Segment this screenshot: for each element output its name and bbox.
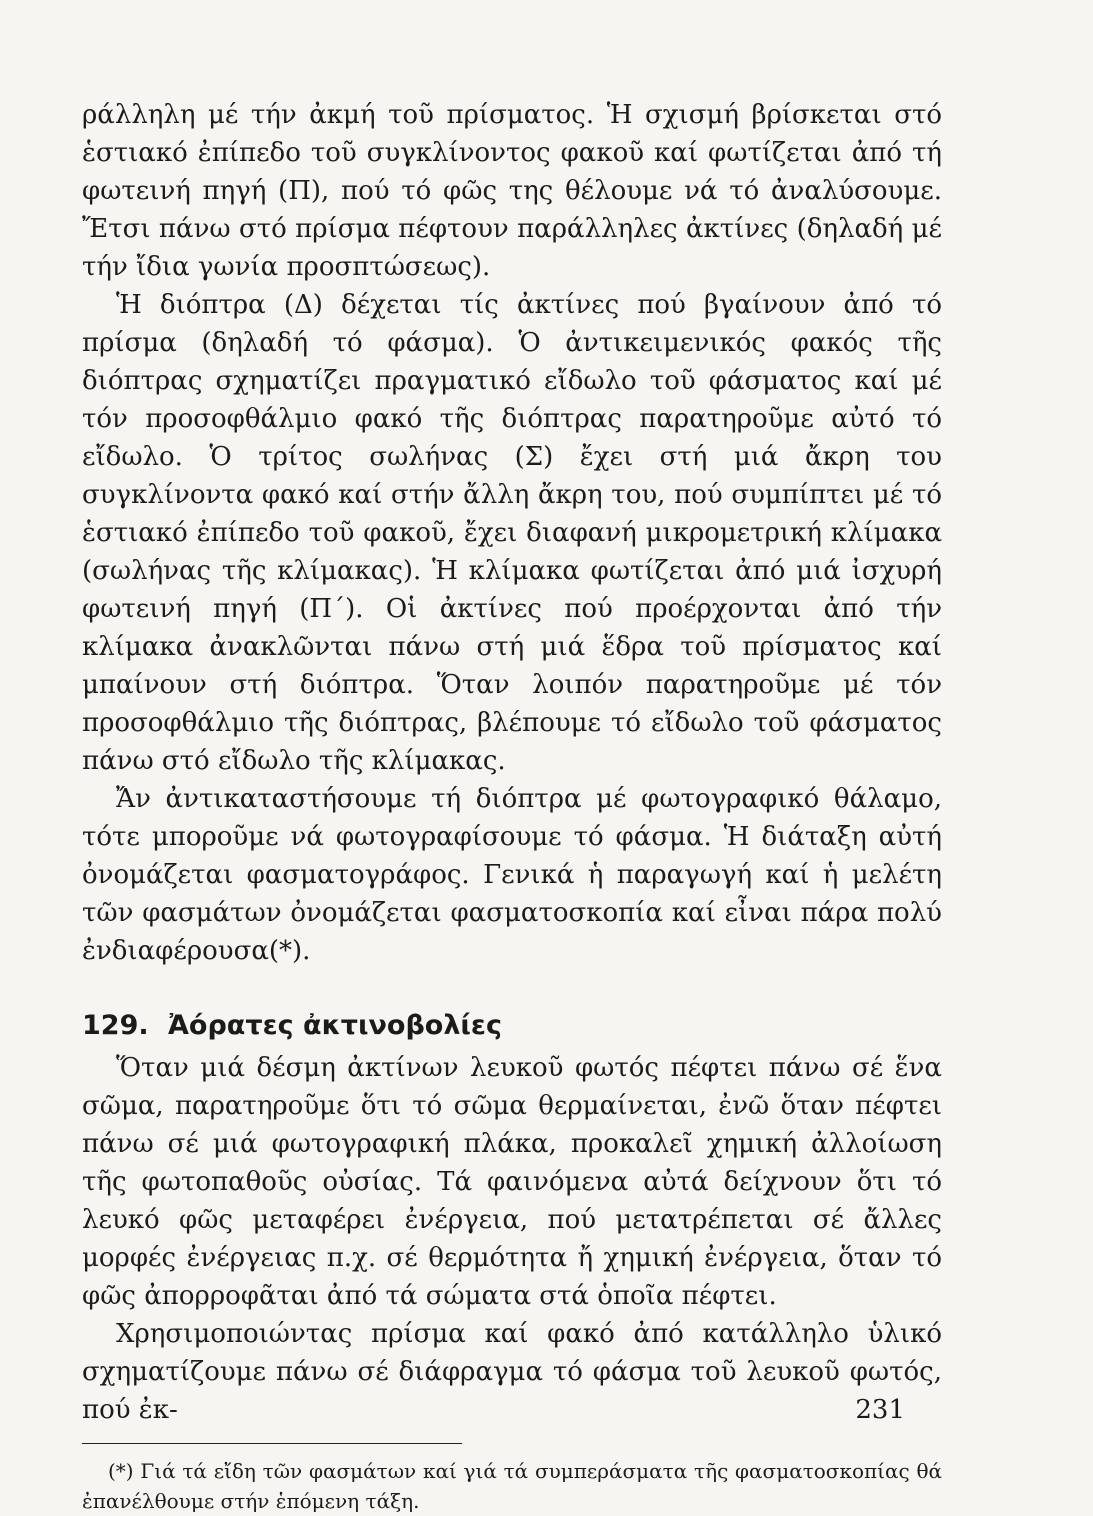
page-content [82, 96, 942, 1516]
paragraph-prism-slit: ράλληλη μέ τήν ἀκμή τοῦ πρίσματος. Ἡ σχισμή βρίσκεται στό ἑστιακό ἐπίπεδο τοῦ συγκλίνοντος φακοῦ καί φωτίζεται ἀπό τή φωτεινή πηγή (Π), πού τό φῶς της θέλουμε νά τό ἀναλύσουμε. Ἔτσι πάνω στό πρίσμα πέφτουν παράλληλες ἀκτίνες (δηλαδή μέ τήν ἴδια γωνία προσπτώσεως). [82, 100, 942, 282]
paragraph-diopter: Ἡ διόπτρα (Δ) δέχεται τίς ἀκτίνες πού βγαίνουν ἀπό τό πρίσμα (δηλαδή τό φάσμα). Ὁ ἀντικειμενικός φακός τῆς διόπτρας σχηματίζει πραγματικό εἴδωλο τοῦ φάσματος καί μέ τόν προσοφθάλμιο φακό τῆς διόπτρας παρατηροῦμε αὐτό τό εἴδωλο. Ὁ τρίτος σωλήνας (Σ) ἔχει στή μιά ἄκρη του συγκλίνοντα φακό καί στήν ἄλλη ἄκρη του, πού συμπίπτει μέ τό ἑστιακό ἐπίπεδο τοῦ φακοῦ, ἔχει διαφανή μικρομετρική κλίμακα (σωλήνας τῆς κλίμακας). Ἡ κλίμακα φωτίζεται ἀπό μιά ἰσχυρή φωτεινή πηγή (Π΄). Οἱ ἀκτίνες πού προέρχονται ἀπό τήν κλίμακα ἀνακλῶνται πάνω στή μιά ἕδρα τοῦ πρίσματος καί μπαίνουν στή διόπτρα. Ὅταν λοιπόν παρατηροῦμε μέ τόν προσοφθάλμιο τῆς διόπτρας, βλέπουμε τό εἴδωλο τοῦ φάσματος πάνω στό εἴδωλο τῆς κλίμακας. [82, 290, 942, 776]
section-number: 129. [82, 1010, 149, 1041]
section-title: Ἀόρατες ἀκτινοβολίες [168, 1010, 502, 1041]
footnote-divider [82, 1443, 462, 1444]
page-number: 231 [855, 1395, 905, 1425]
paragraph-spectrograph: Ἄν ἀντικαταστήσουμε τή διόπτρα μέ φωτογραφικό θάλαμο, τότε μποροῦμε νά φωτογραφίσουμε τό φάσμα. Ἡ διάταξη αὐτή ὀνομάζεται φασματογράφος. Γενικά ἡ παραγωγή καί ἡ μελέτη τῶν φασμάτων ὀνομάζεται φασματοσκοπία καί εἶναι πάρα πολύ ἐνδιαφέρουσα(*). [82, 784, 942, 966]
paragraph-prism-lens: Χρησιμοποιώντας πρίσμα καί φακό ἀπό κατάλληλο ὑλικό σχηματίζουμε πάνω σέ διάφραγμα τό φάσμα τοῦ λευκοῦ φωτός, πού ἐκ- [82, 1319, 942, 1425]
paragraph-white-light-energy: Ὅταν μιά δέσμη ἀκτίνων λευκοῦ φωτός πέφτει πάνω σέ ἕνα σῶμα, παρατηροῦμε ὅτι τό σῶμα θερμαίνεται, ἐνῶ ὅταν πέφτει πάνω σέ μιά φωτογραφική πλάκα, προκαλεῖ χημική ἀλλοίωση τῆς φωτοπαθοῦς οὐσίας. Τά φαινόμενα αὐτά δείχνουν ὅτι τό λευκό φῶς μεταφέρει ἐνέργεια, πού μετατρέπεται σέ ἄλλες μορφές ἐνέργειας π.χ. σέ θερμότητα ἤ χημική ἐνέργεια, ὅταν τό φῶς ἀπορροφᾶται ἀπό τά σώματα στά ὁποῖα πέφτει. [82, 1053, 942, 1311]
section-heading [82, 1010, 942, 1041]
footnote: (*) Γιά τά εἴδη τῶν φασμάτων καί γιά τά συμπεράσματα τῆς φασματοσκοπίας θά ἐπανέλθουμε στήν ἑπόμενη τάξη. [82, 1459, 942, 1513]
